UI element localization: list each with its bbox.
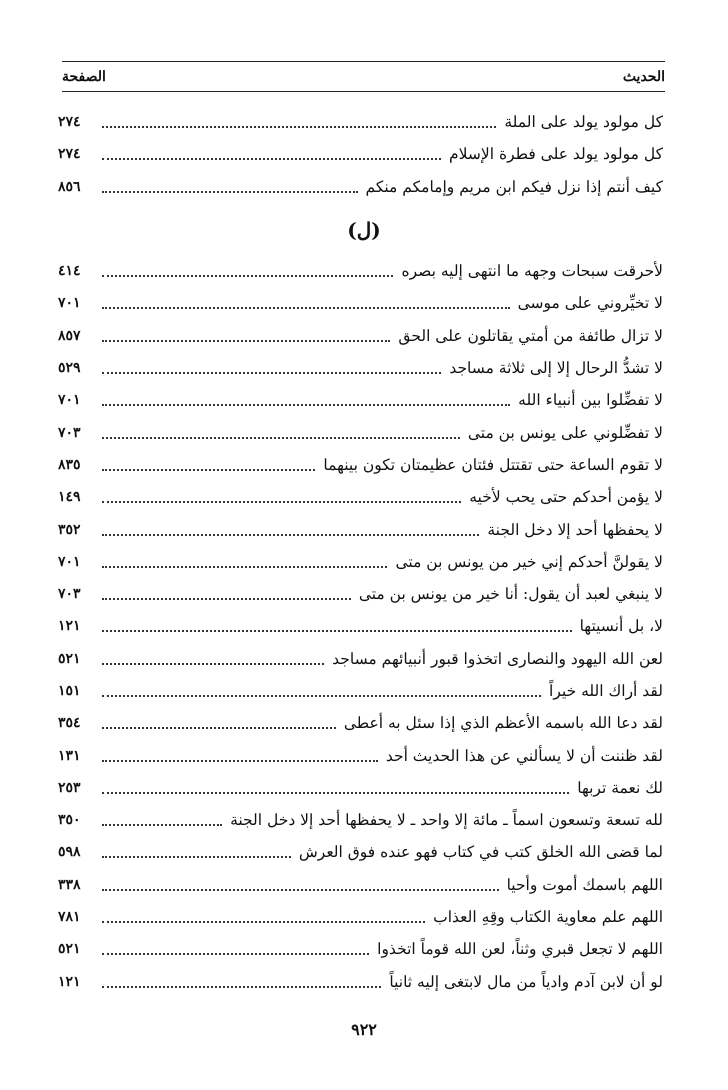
- dot-leader: [102, 986, 381, 988]
- dot-leader: [102, 469, 315, 471]
- dot-leader: [102, 501, 461, 503]
- dot-leader: [102, 760, 378, 762]
- top-rule: [62, 61, 665, 62]
- entry-text: لله تسعة وتسعون اسماً ـ مائة إلا واحد ـ لا يحفظها أحد إلا دخل الجنة: [230, 811, 663, 830]
- index-entry: [58, 171, 663, 203]
- dot-leader: [102, 695, 541, 697]
- entry-page-number: ٢٥٣: [58, 779, 81, 796]
- dot-leader: [102, 792, 569, 794]
- entry-text: لا تفضِّلوني على يونس بن متى: [467, 423, 663, 442]
- entry-text: كل مولود يولد على الملة: [504, 113, 663, 132]
- index-entry: [58, 707, 663, 739]
- index-entry: [58, 739, 663, 771]
- dot-leader: [102, 921, 425, 923]
- entry-text: كل مولود يولد على فطرة الإسلام: [449, 145, 663, 164]
- index-entry: [58, 416, 663, 448]
- entry-text: لقد أراك الله خيراً: [549, 682, 663, 700]
- entry-text: لا يؤمن أحدكم حتى يحب لأخيه: [469, 488, 663, 507]
- entry-page-number: ٧٠١: [58, 392, 81, 409]
- entry-page-number: ١٤٩: [58, 489, 81, 506]
- entry-text: اللهم باسمك أموت وأحيا: [506, 875, 663, 894]
- dot-leader: [102, 158, 441, 160]
- entry-page-number: ٤١٤: [58, 263, 81, 280]
- entry-page-number: ٥٢١: [58, 941, 81, 958]
- entry-text: لا تشدُّ الرحال إلا إلى ثلاثة مساجد: [449, 359, 663, 378]
- dot-leader: [102, 404, 510, 406]
- dot-leader: [102, 275, 393, 277]
- dot-leader: [102, 824, 222, 826]
- dot-leader: [102, 307, 510, 309]
- dot-leader: [102, 953, 369, 955]
- entry-page-number: ٧٨١: [58, 909, 81, 926]
- entry-page-number: ٧٠١: [58, 553, 81, 570]
- dot-leader: [102, 437, 460, 439]
- entry-text: لعن الله اليهود والنصارى اتخذوا قبور أنبيائهم مساجد: [332, 649, 663, 668]
- index-list-kaf: [58, 106, 663, 203]
- entry-text: لا تزال طائفة من أمتي يقاتلون على الحق: [398, 326, 663, 345]
- entry-text: لا، بل أنسيتها: [579, 617, 663, 636]
- dot-leader: [102, 534, 479, 536]
- entry-page-number: ٥٩٨: [58, 844, 81, 861]
- index-entry: [58, 320, 663, 352]
- entry-page-number: ٥٢٩: [58, 360, 81, 377]
- index-entry: [58, 352, 663, 384]
- entry-text: لقد دعا الله باسمه الأعظم الذي إذا سئل به أعطى: [343, 714, 663, 733]
- entry-page-number: ٧٠٣: [58, 586, 81, 603]
- entry-text: لا ينبغي لعبد أن يقول: أنا خير من يونس بن متى: [358, 585, 663, 604]
- entry-page-number: ٢٧٤: [58, 146, 81, 163]
- dot-leader: [102, 372, 441, 374]
- entry-text: كيف أنتم إذا نزل فيكم ابن مريم وإمامكم منكم: [365, 177, 663, 196]
- entry-page-number: ٣٣٨: [58, 876, 81, 893]
- index-entry: [58, 804, 663, 836]
- entry-page-number: ٧٠٣: [58, 424, 81, 441]
- entry-page-number: ١٢١: [58, 618, 81, 635]
- entry-text: لأحرقت سبحات وجهه ما انتهى إليه بصره: [401, 262, 663, 281]
- index-entry: [58, 643, 663, 675]
- index-entry: [58, 449, 663, 481]
- header-page-label: الصفحة: [62, 69, 106, 85]
- entry-text: لا تخيِّروني على موسى: [517, 294, 663, 313]
- index-entry: [58, 901, 663, 933]
- dot-leader: [102, 126, 496, 128]
- index-list-lam: [58, 255, 663, 998]
- dot-leader: [102, 663, 324, 665]
- section-heading: (ل): [347, 218, 381, 242]
- entry-page-number: ٣٥٢: [58, 521, 81, 538]
- entry-text: لقد ظننت أن لا يسألني عن هذا الحديث أحد: [385, 746, 663, 765]
- index-entry: [58, 869, 663, 901]
- index-entry: [58, 675, 663, 707]
- entry-page-number: ٣٥٤: [58, 715, 81, 732]
- header-hadith-label: الحديث: [622, 69, 665, 85]
- entry-text: اللهم علم معاوية الكتاب وقِهِ العذاب: [433, 908, 663, 927]
- entry-text: لما قضى الله الخلق كتب في كتاب فهو عنده فوق العرش: [298, 843, 663, 862]
- dot-leader: [102, 340, 390, 342]
- header-rule: [62, 91, 665, 92]
- entry-text: لك نعمة تربها: [577, 778, 663, 797]
- dot-leader: [102, 598, 351, 600]
- index-entry: [58, 255, 663, 287]
- index-entry: [58, 610, 663, 642]
- entry-text: لو أن لابن آدم وادياً من مال لابتغى إليه ثانياً: [389, 972, 663, 991]
- entry-page-number: ٢٧٤: [58, 114, 81, 131]
- index-entry: [58, 836, 663, 868]
- dot-leader: [102, 889, 499, 891]
- entry-page-number: ١٢١: [58, 973, 81, 990]
- entry-page-number: ١٣١: [58, 747, 81, 764]
- page-number: ٩٢٢: [351, 1020, 377, 1039]
- column-header: [62, 66, 665, 88]
- index-entry: [58, 772, 663, 804]
- entry-page-number: ٨٥٧: [58, 327, 81, 344]
- index-entry: [58, 106, 663, 138]
- index-entry: [58, 546, 663, 578]
- dot-leader: [102, 630, 572, 632]
- index-entry: [58, 578, 663, 610]
- entry-text: لا يحفظها أحد إلا دخل الجنة: [487, 520, 663, 539]
- index-entry: [58, 933, 663, 965]
- index-entry: [58, 481, 663, 513]
- dot-leader: [102, 727, 336, 729]
- entry-page-number: ٣٥٠: [58, 812, 81, 829]
- entry-text: اللهم لا تجعل قبري وثناً، لعن الله قوماً اتخذوا: [377, 940, 663, 959]
- entry-page-number: ٨٥٦: [58, 178, 81, 195]
- entry-text: لا تقوم الساعة حتى تقتتل فئتان عظيمتان تكون بينهما: [323, 455, 663, 474]
- dot-leader: [102, 191, 358, 193]
- index-entry: [58, 138, 663, 170]
- entry-text: لا يقولنَّ أحدكم إني خير من يونس بن متى: [395, 552, 663, 571]
- entry-page-number: ٥٢١: [58, 650, 81, 667]
- entry-page-number: ١٥١: [58, 683, 81, 699]
- dot-leader: [102, 566, 387, 568]
- dot-leader: [102, 856, 291, 858]
- index-entry: [58, 966, 663, 998]
- entry-text: لا تفضِّلوا بين أنبياء الله: [518, 391, 663, 410]
- entry-page-number: ٧٠١: [58, 295, 81, 312]
- entry-page-number: ٨٣٥: [58, 456, 81, 473]
- index-entry: [58, 513, 663, 545]
- index-entry: [58, 287, 663, 319]
- index-entry: [58, 384, 663, 416]
